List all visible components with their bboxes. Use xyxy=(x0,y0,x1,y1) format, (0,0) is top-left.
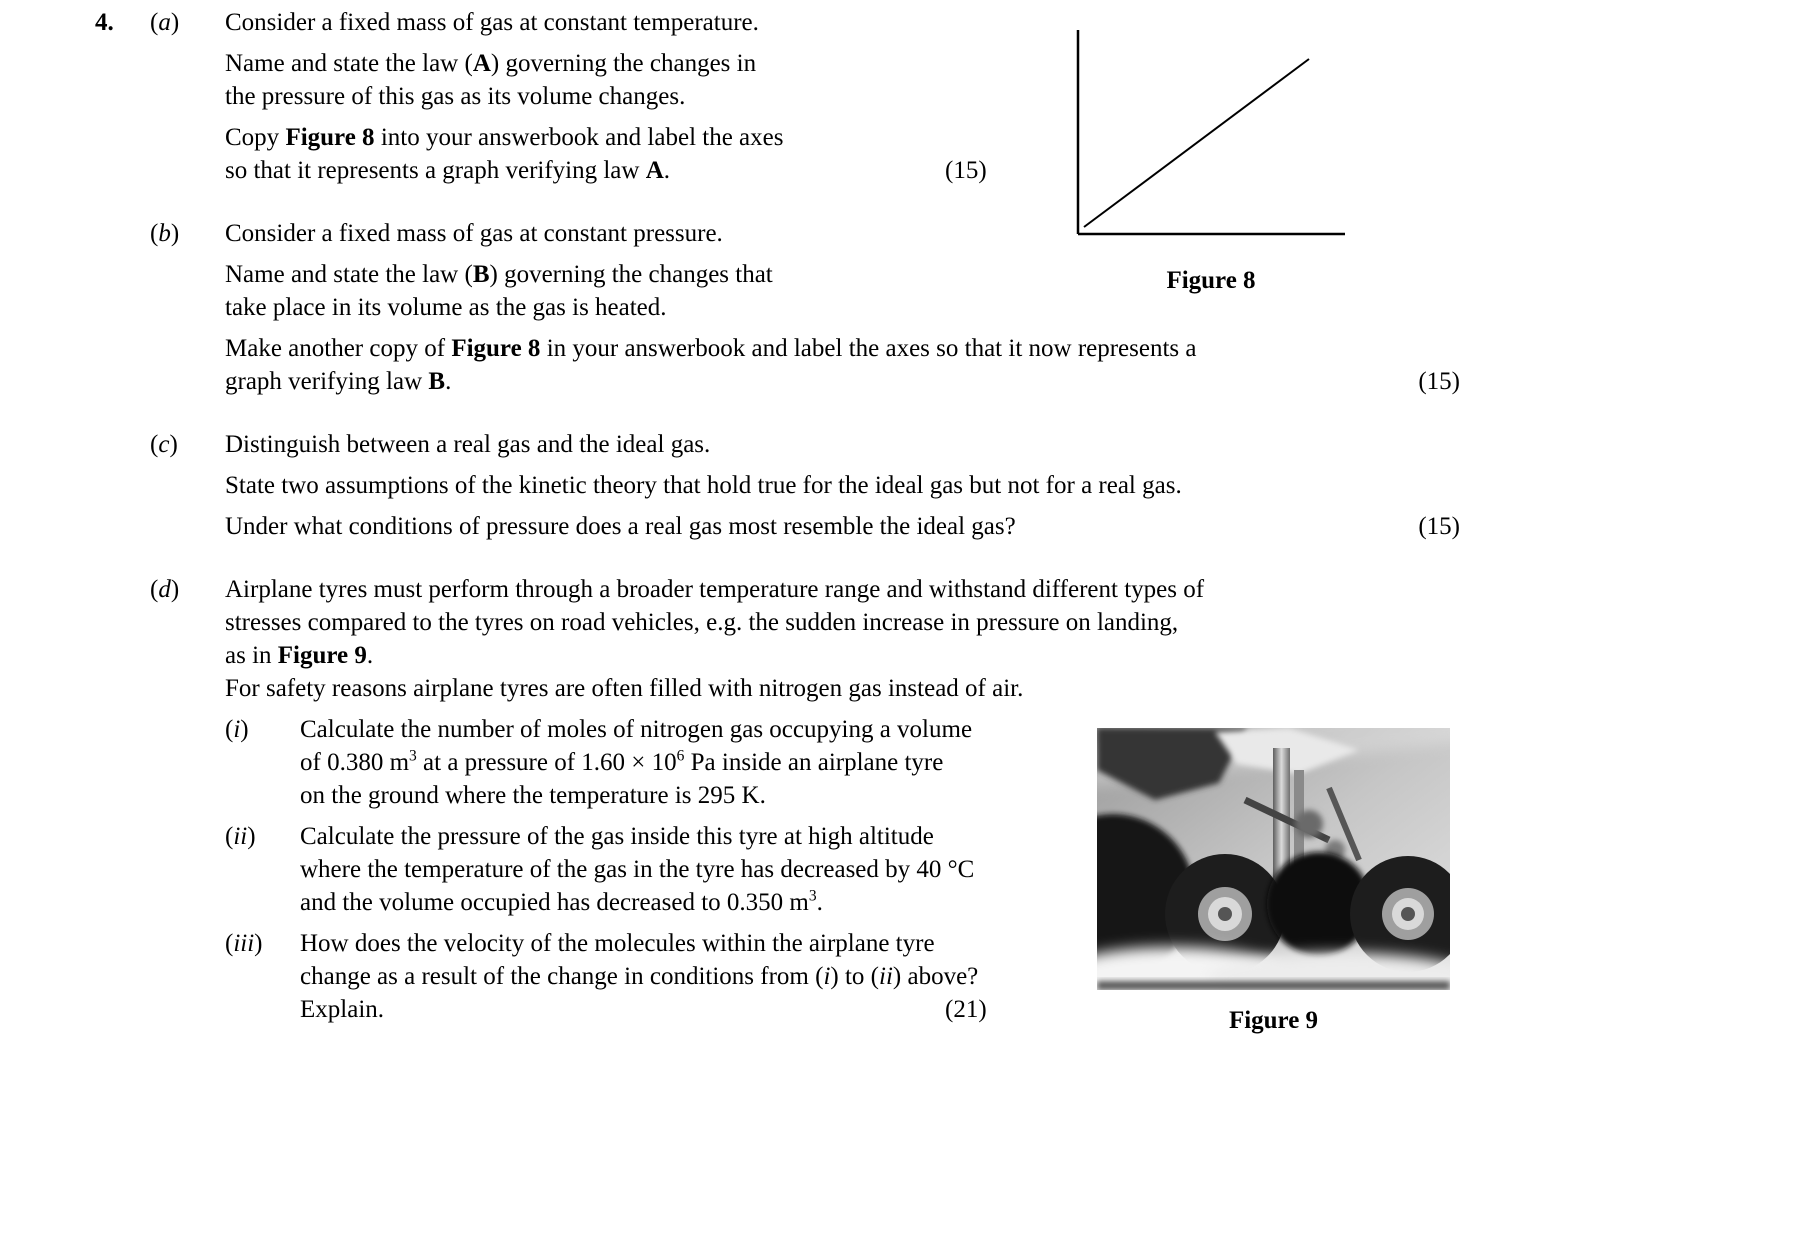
part-c-paragraph-1: Distinguish between a real gas and the ideal gas. xyxy=(225,431,711,458)
part-c-marks: (15) xyxy=(1418,513,1460,540)
graph-line xyxy=(1084,59,1309,227)
part-d-marks: (21) xyxy=(945,996,987,1023)
figure-8 xyxy=(1075,28,1347,297)
part-c-paragraph-3-text: Under what conditions of pressure does a real gas most resemble the ideal gas? xyxy=(225,513,1016,540)
subpart-iii-text: How does the velocity of the molecules within the airplane tyre change as a result of the change in conditions from (i) to (ii) above? xyxy=(300,930,979,990)
airplane-tyres-photo xyxy=(1097,728,1450,990)
subpart-iii-explain: Explain. (21) xyxy=(300,993,1460,1026)
figure8-graph xyxy=(1075,28,1347,238)
part-c xyxy=(95,428,1460,543)
figure-9 xyxy=(1097,728,1450,1037)
runway xyxy=(1097,981,1450,990)
part-c-paragraph-2: State two assumptions of the kinetic theory that hold true for the ideal gas but not for a real gas. xyxy=(225,472,1182,499)
part-b-paragraph-3 xyxy=(225,332,1460,398)
part-label-b: (b) xyxy=(150,220,180,247)
part-b-marks: (15) xyxy=(1418,368,1460,395)
part-label-c: (c) xyxy=(150,431,178,458)
part-label-d: (d) xyxy=(150,576,180,603)
part-a-paragraph-3-text: Copy Figure 8 into your answerbook and label the axes so that it represents a graph verifying law A. xyxy=(225,124,784,184)
part-label-a: (a) xyxy=(150,9,180,36)
figure8-caption: Figure 8 xyxy=(1166,267,1256,294)
subpart-label-ii: (ii) xyxy=(225,823,256,850)
part-a-paragraph-2: Name and state the law (A) governing the changes in the pressure of this gas as its volume changes. xyxy=(225,50,757,110)
part-c-paragraph-3 xyxy=(225,510,1460,543)
part-a-marks: (15) xyxy=(945,157,987,184)
subpart-i-text: Calculate the number of moles of nitrogen gas occupying a volume of 0.380 $m^3$ at a pressure of $1.60 \times 10^6$ Pa inside an airplane tyre on the ground where the temperature is 295 K. xyxy=(300,716,973,809)
part-b-paragraph-3-text: Make another copy of Figure 8 in your answerbook and label the axes so that it now represents a graph verifying law B. xyxy=(225,335,1197,395)
part-d-paragraph-1: Airplane tyres must perform through a broader temperature range and withstand different types of stresses compared to the tyres on road vehicles, e.g. the sudden increase in pressure on landing, as in Figure 9. xyxy=(225,576,1205,669)
figure9-caption: Figure 9 xyxy=(1228,1007,1319,1034)
part-a-paragraph-1: Consider a fixed mass of gas at constant temperature. xyxy=(225,9,759,36)
part-d-paragraph-2: For safety reasons airplane tyres are often filled with nitrogen gas instead of air. xyxy=(225,675,1024,702)
part-b-paragraph-2: Name and state the law (B) governing the changes that take place in its volume as the gas is heated. xyxy=(225,261,773,321)
part-b-paragraph-1: Consider a fixed mass of gas at constant pressure. xyxy=(225,220,723,247)
subpart-label-i: (i) xyxy=(225,716,249,743)
question-number: 4. xyxy=(95,9,114,36)
part-c-text xyxy=(225,428,1460,543)
subpart-ii-text: Calculate the pressure of the gas inside this tyre at high altitude where the temperature of the gas in the tyre has decreased by 40 °C and the volume occupied has decreased to 0.350 $m^3$. xyxy=(300,823,975,916)
subpart-label-iii: (iii) xyxy=(225,930,263,957)
